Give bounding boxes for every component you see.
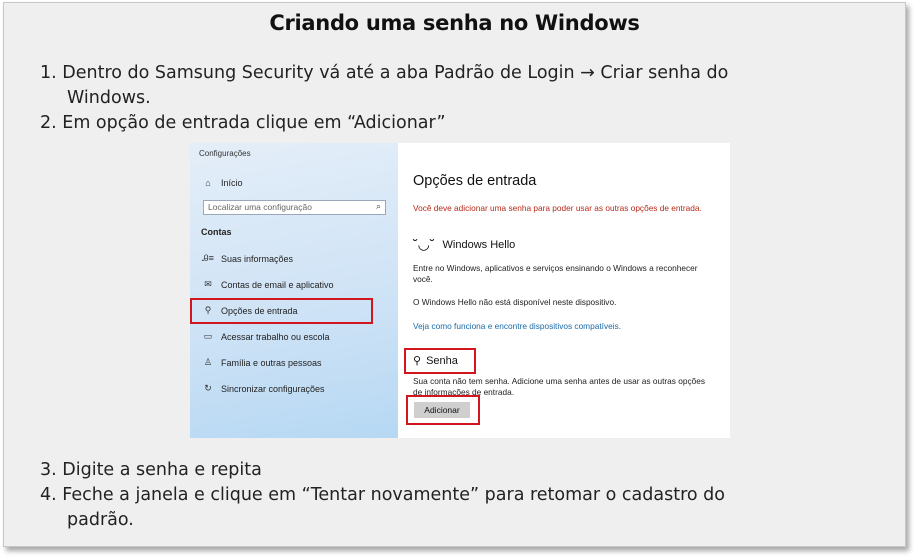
sync-icon: ↻ — [204, 383, 212, 393]
settings-screenshot — [190, 143, 730, 438]
search-input[interactable] — [203, 200, 386, 215]
step-1-line-2: Windows. — [67, 88, 151, 108]
sidebar-item-label: Suas informações — [221, 253, 294, 264]
search-icon: ⌕ — [375, 201, 381, 211]
sidebar-item-family[interactable] — [201, 357, 322, 368]
windows-hello-title: Windows Hello — [442, 238, 516, 251]
sidebar-item-home[interactable] — [201, 178, 243, 188]
step-3: 3. Digite a senha e repita — [40, 460, 262, 480]
mail-icon: ✉ — [204, 279, 212, 289]
windows-hello-heading — [413, 236, 515, 253]
section-heading: Contas — [201, 227, 232, 237]
highlight-box-sign-in — [190, 298, 373, 324]
person-card-icon: Ꭿ≡ — [202, 253, 214, 263]
sidebar-item-label: Contas de email e aplicativo — [221, 279, 334, 290]
smiley-icon: ˘◡˘ — [413, 236, 435, 252]
key-icon: ⚲ — [413, 355, 422, 367]
sidebar-item-label: Início — [221, 178, 243, 188]
window-title: Configurações — [199, 149, 251, 158]
step-4-line-1: 4. Feche a janela e clique em “Tentar novamente” para retomar o cadastro do — [40, 485, 725, 505]
search-placeholder: Localizar uma configuração — [208, 202, 312, 212]
step-1-line-1: 1. Dentro do Samsung Security vá até a aba Padrão de Login → Criar senha do — [40, 63, 729, 83]
hello-description: Entre no Windows, aplicativos e serviços ensinando o Windows a reconhecer você. — [413, 263, 698, 284]
steps-top — [40, 61, 728, 136]
hello-compat-link[interactable]: Veja como funciona e encontre dispositivos compatíveis. — [413, 321, 621, 331]
home-icon: ⌂ — [205, 178, 211, 188]
sidebar-item-work[interactable] — [201, 331, 330, 342]
sidebar-item-label: Sincronizar configurações — [221, 383, 325, 394]
add-password-button[interactable]: Adicionar — [414, 402, 470, 418]
warning-text: Você deve adicionar uma senha para poder usar as outras opções de entrada. — [413, 203, 702, 213]
page-title: Opções de entrada — [413, 173, 537, 189]
step-4-line-2: padrão. — [67, 510, 134, 530]
slide-title: Criando uma senha no Windows — [269, 11, 640, 35]
briefcase-icon: ▭ — [203, 331, 213, 341]
key-icon: ⚲ — [204, 305, 212, 315]
sidebar-item-label: Opções de entrada — [221, 305, 298, 316]
sidebar-item-sync[interactable] — [201, 383, 325, 394]
highlight-box-add-button — [406, 395, 480, 425]
hello-unavailable: O Windows Hello não está disponível neste dispositivo. — [413, 297, 617, 307]
password-title: Senha — [426, 354, 458, 367]
sidebar-item-label: Acessar trabalho ou escola — [221, 331, 330, 342]
sidebar-item-info[interactable] — [201, 253, 293, 264]
password-description: Sua conta não tem senha. Adicione uma senha antes de usar as outras opções de informações de entrada. — [413, 376, 705, 397]
step-2: 2. Em opção de entrada clique em “Adicionar” — [40, 113, 446, 133]
highlight-box-password — [404, 348, 476, 374]
settings-sidebar — [190, 143, 398, 438]
person-icon: ♙ — [203, 357, 213, 367]
sidebar-item-label: Família e outras pessoas — [221, 357, 322, 368]
steps-bottom — [40, 458, 725, 533]
sidebar-item-email[interactable] — [201, 279, 334, 290]
settings-content — [398, 143, 730, 438]
